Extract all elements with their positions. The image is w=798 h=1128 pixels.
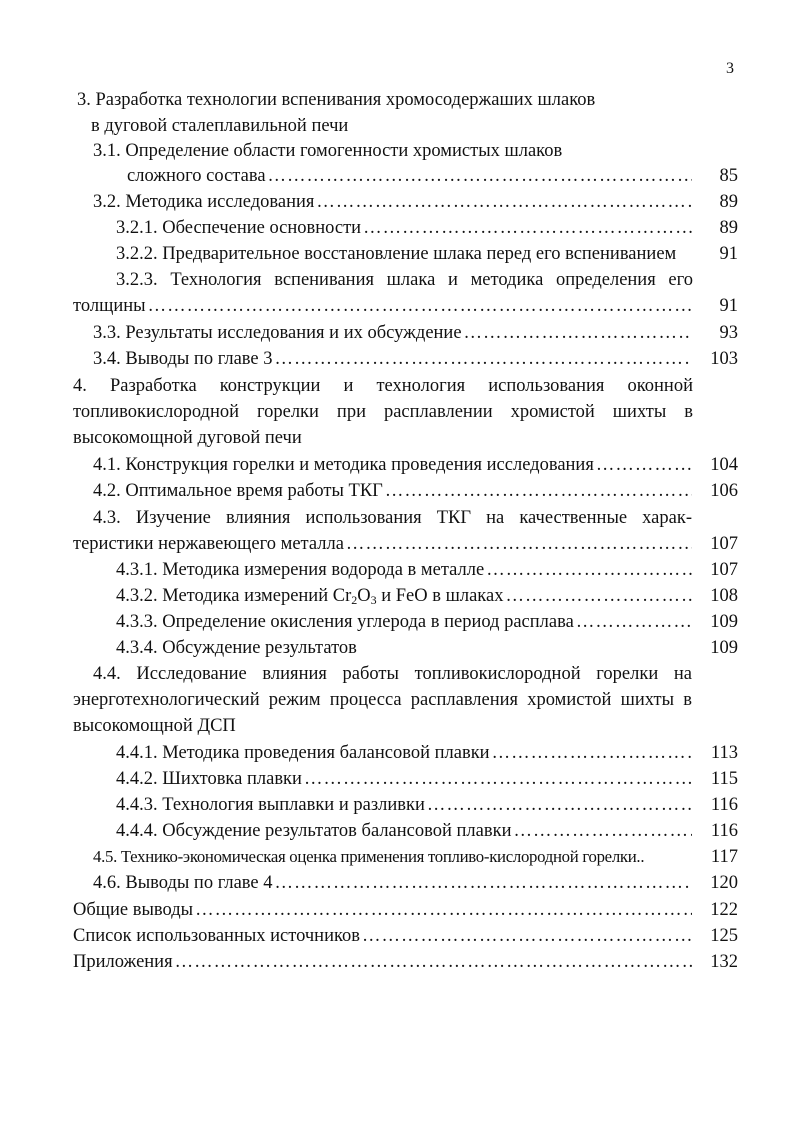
toc-conclusions-page: 122 [710,900,738,920]
toc-4-4-line-2: энерготехнологический режим процесса расплавления хромистой шихты в [73,690,692,710]
page-number: 3 [726,60,734,77]
toc-4-3-2-text-b: O [357,586,371,606]
leader-dots [173,949,692,975]
toc-entry-3-2-2: 3.2.2. Предварительное восстановление шлака перед его вспениванием [116,244,677,264]
toc-entry-3-2-3 [73,293,692,319]
toc-entry-3-4 [93,346,692,372]
toc-3-2-page: 89 [719,192,738,212]
leader-dots [273,870,692,896]
leader-dots [360,923,692,949]
leader-dots [266,163,692,189]
toc-3-2-3-page: 91 [719,296,738,316]
toc-entry-4-3-2 [116,583,692,609]
leader-dots [503,583,692,609]
toc-4-3-1-page: 107 [710,560,738,580]
leader-dots [193,897,692,923]
toc-conclusions-label: Общие выводы [73,900,194,920]
toc-4-3-2-text-a: 4.3.2. Методика измерений Cr [116,586,352,606]
toc-4-2-page: 106 [710,481,738,501]
toc-entry-4-3-4: 4.3.4. Обсуждение результатов [116,638,357,658]
toc-3-1-line-2: сложного состава [127,166,266,186]
toc-entry-4-5: 4.5. Технико-экономическая оценка применения топливо-кислородной горелки.. [93,847,645,866]
toc-4-6-label: 4.6. Выводы по главе 4 [93,873,273,893]
toc-4-3-2-page: 108 [710,586,738,606]
toc-4-3-line-2: теристики нержавеющего металла [73,534,344,554]
chapter-3-title-line-1: 3. Разработка технологии вспенивания хромосодержаших шлаков [77,90,596,110]
toc-appendices-label: Приложения [73,952,173,972]
toc-entry-3-2-1 [116,215,692,241]
leader-dots [484,557,692,583]
leader-dots [361,215,692,241]
toc-4-4-line-1: 4.4. Исследование влияния работы топливокислородной горелки на [93,664,692,684]
toc-3-1-page: 85 [719,166,738,186]
leader-dots [462,320,692,346]
leader-dots [383,478,692,504]
toc-appendices-page: 132 [710,952,738,972]
toc-entry-4-6 [93,870,692,896]
leader-dots [344,531,692,557]
toc-entry-3-3 [93,320,692,346]
toc-4-1-page: 104 [710,455,738,475]
toc-4-3-3-label: 4.3.3. Определение окисления углерода в период расплава [116,612,574,632]
toc-4-3-2-label [116,583,503,609]
toc-entry-4-4-1 [116,740,692,766]
leader-dots [490,740,692,766]
toc-4-3-1-label: 4.3.1. Методика измерения водорода в металле [116,560,485,580]
toc-3-2-2-page: 91 [719,244,738,264]
leader-dots [146,293,692,319]
chapter-4-title-line-3: высокомощной дуговой печи [73,428,302,448]
toc-4-4-1-label: 4.4.1. Методика проведения балансовой плавки [116,743,490,763]
chapter-4-title-line-2: топливокислородной горелки при расплавлении хромистой шихты в [73,402,693,422]
chapter-3-title-line-2: в дуговой сталеплавильной печи [91,116,349,136]
toc-4-6-page: 120 [710,873,738,893]
leader-dots [314,189,692,215]
toc-4-3-2-text-c: и FeO в шлаках [376,586,504,606]
toc-references-label: Список использованных источников [73,926,361,946]
toc-entry-3-1 [127,163,692,189]
chapter-4-title-line-1: 4. Разработка конструкции и технология использования оконной [73,376,693,396]
subscript-2: 2 [351,593,358,607]
leader-dots [511,818,692,844]
toc-4-2-label: 4.2. Оптимальное время работы ТКГ [93,481,383,501]
toc-4-3-3-page: 109 [710,612,738,632]
toc-3-1-line-1: 3.1. Определение области гомогенности хромистых шлаков [93,141,563,161]
toc-4-4-1-page: 113 [710,743,738,763]
leader-dots [302,766,692,792]
toc-3-2-1-label: 3.2.1. Обеспечение основности [116,218,362,238]
toc-4-3-page: 107 [710,534,738,554]
subscript-3: 3 [370,593,377,607]
toc-3-4-label: 3.4. Выводы по главе 3 [93,349,273,369]
leader-dots [425,792,692,818]
toc-4-4-2-label: 4.4.2. Шихтовка плавки [116,769,302,789]
toc-4-4-4-label: 4.4.4. Обсуждение результатов балансовой плавки [116,821,512,841]
toc-entry-4-2 [93,478,692,504]
toc-4-5-page: 117 [710,847,738,867]
toc-4-4-2-page: 115 [710,769,738,789]
toc-4-1-label: 4.1. Конструкция горелки и методика проведения исследования [93,455,594,475]
toc-entry-4-3-1 [116,557,692,583]
toc-references-page: 125 [710,926,738,946]
toc-entry-4-3-3 [116,609,692,635]
toc-4-4-3-page: 116 [710,795,738,815]
toc-3-3-page: 93 [719,323,738,343]
leader-dots [273,346,692,372]
toc-entry-4-4-4 [116,818,692,844]
toc-entry-appendices [73,949,692,975]
toc-4-3-line-1: 4.3. Изучение влияния использования ТКГ на качественные харак- [93,508,692,528]
toc-4-3-4-page: 109 [710,638,738,658]
toc-entry-4-1 [93,452,692,478]
toc-entry-conclusions [73,897,692,923]
toc-3-2-3-line-2: толщины [73,296,146,316]
leader-dots [594,452,692,478]
toc-entry-references [73,923,692,949]
toc-3-2-1-page: 89 [719,218,738,238]
leader-dots [574,609,692,635]
toc-3-2-label: 3.2. Методика исследования [93,192,315,212]
toc-3-4-page: 103 [710,349,738,369]
toc-3-2-3-line-1: 3.2.3. Технология вспенивания шлака и методика определения его [116,270,693,290]
toc-entry-4-4-2 [116,766,692,792]
toc-entry-3-2 [93,189,692,215]
toc-4-4-line-3: высокомощной ДСП [73,716,236,736]
toc-3-3-label: 3.3. Результаты исследования и их обсуждение [93,323,462,343]
toc-4-4-4-page: 116 [710,821,738,841]
toc-entry-4-4-3 [116,792,692,818]
toc-4-4-3-label: 4.4.3. Технология выплавки и разливки [116,795,425,815]
toc-entry-4-3 [73,531,692,557]
